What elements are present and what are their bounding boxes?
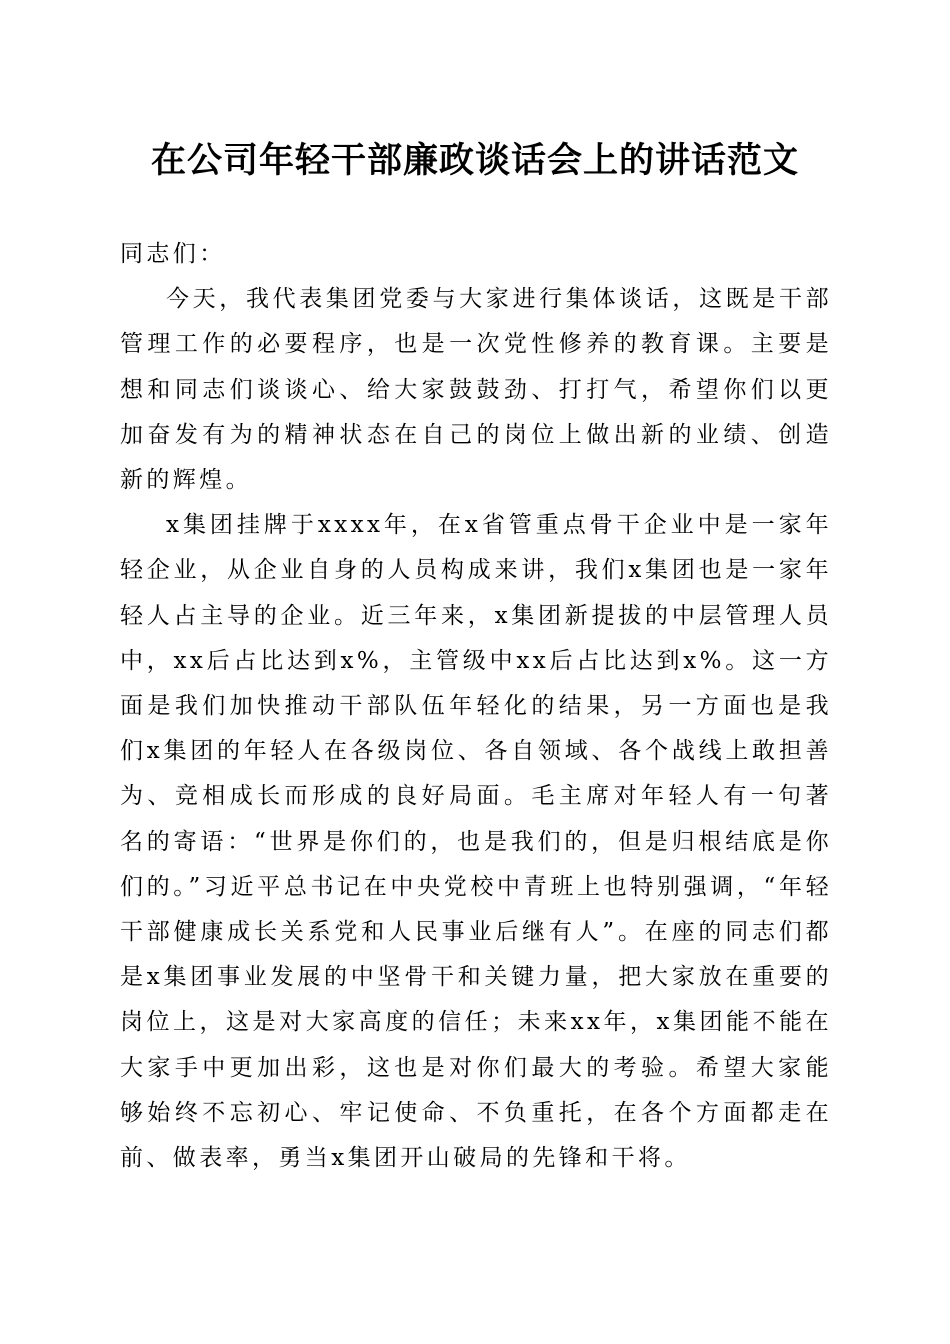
salutation: 同志们： xyxy=(120,241,226,267)
document-title: 在公司年轻干部廉政谈话会上的讲话范文 xyxy=(150,140,799,181)
paragraph-group-overview: x集团挂牌于xxxx年，在x省管重点骨干企业中是一家年轻企业，从企业自身的人员构成来讲，我们x集团也是一家年轻人占主导的企业。近三年来，x集团新提拔的中层管理人员中，xx后占比达到x%，主管级中xx后占比达到x%。这一方面是我们加快推动干部队伍年轻化的结果，另一方面也是我们x集团的年轻人在各级岗位、各自领域、各个战线上敢担善为、竞相成长而形成的良好局面。毛主席对年轻人有一句著名的寄语：“世界是你们的，也是我们的，但是归根结底是你们的。”习近平总书记在中央党校中青班上也特别强调，“年轻干部健康成长关系党和人民事业后继有人”。在座的同志们都是x集团事业发展的中坚骨干和关键力量，把大家放在重要的岗位上，这是对大家高度的信任；未来xx年，x集团能不能在大家手中更加出彩，这也是对你们最大的考验。希望大家能够始终不忘初心、牢记使命、不负重托，在各个方面都走在前、做表率，勇当x集团开山破局的先锋和干将。 xyxy=(120,512,832,1172)
document-body xyxy=(120,232,832,1181)
paragraph-opening: 今天，我代表集团党委与大家进行集体谈话，这既是干部管理工作的必要程序，也是一次党性修养的教育课。主要是想和同志们谈谈心、给大家鼓鼓劲、打打气，希望你们以更加奋发有为的精神状态在自己的岗位上做出新的业绩、创造新的辉煌。 xyxy=(120,286,832,494)
